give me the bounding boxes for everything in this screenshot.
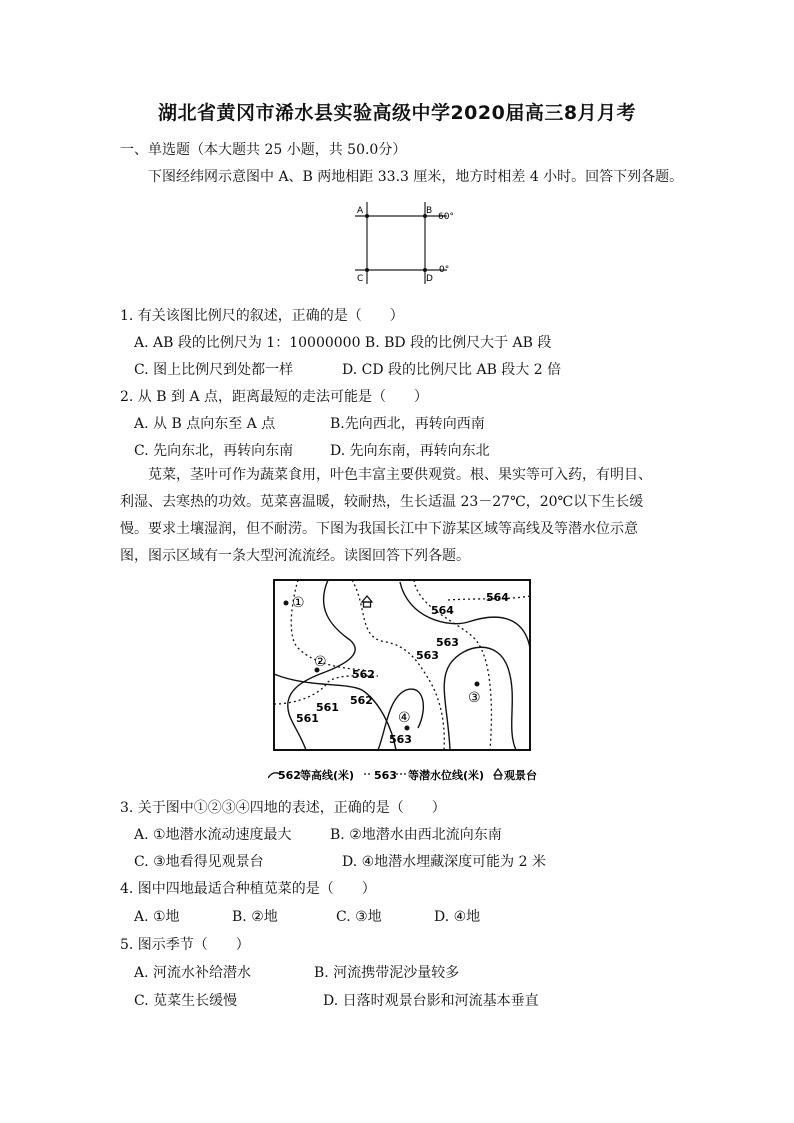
passage-amaranth: 苋菜，茎叶可作为蔬菜食用，叶色丰富主要供观赏。根、果实等可入药，有明目、利湿、去寒热的功效。苋菜喜温暖，较耐热，生长适温 23－27℃，20℃以下生长缓慢。要求土壤湿润，但不耐涝。下图为我国长江中下游某区域等高线及等潜水位示意图，图示区域有一条大型河流流经。读图回答下列各题。 (120, 467, 652, 564)
q4-option-d: D. ④地 (434, 909, 481, 925)
label-c: C (357, 274, 364, 284)
intro-text: 下图经纬网示意图中 A、B 两地相距 33.3 厘米，地方时相差 4 小时。回答下列各题。 (148, 169, 684, 185)
point-1-label: ① (292, 595, 305, 611)
q4-option-b: B. ②地 (232, 909, 278, 925)
map-legend (268, 768, 537, 782)
q3-option-d: D. ④地潜水埋藏深度可能为 2 米 (342, 854, 546, 870)
point-3-label: ③ (468, 690, 481, 706)
q3-option-a: A. ①地潜水流动速度最大 (134, 827, 292, 843)
point-c (365, 268, 369, 272)
q1-option-c: C. 图上比例尺到处都一样 (134, 362, 294, 378)
legend-contour-value: 562 (278, 769, 301, 782)
label-lat-60: 60° (438, 212, 454, 222)
label-d: D (426, 274, 433, 284)
point-4-dot (405, 726, 410, 731)
label-562b: 562 (350, 694, 373, 707)
label-563b: 563 (416, 649, 439, 662)
label-lat-0: 0° (439, 265, 450, 275)
label-a: A (357, 206, 364, 216)
q4-stem: 4. 图中四地最适合种植苋菜的是（ ） (120, 881, 376, 897)
label-564b: 564 (431, 604, 454, 617)
legend-lookout-icon (494, 769, 502, 775)
label-561a: 561 (316, 701, 339, 714)
section-heading: 一、单选题（本大题共 25 小题，共 50.0分） (120, 142, 407, 158)
q1-option-d: D. CD 段的比例尺比 AB 段大 2 倍 (342, 362, 562, 378)
legend-lookout-label: 观景台 (504, 769, 537, 782)
point-1-dot (284, 601, 289, 606)
q1-stem: 1. 有关该图比例尺的叙述，正确的是（ ） (120, 308, 404, 324)
label-563a: 563 (436, 636, 459, 649)
q5-option-c: C. 苋菜生长缓慢 (134, 993, 238, 1009)
q2-stem: 2. 从 B 到 A 点，距离最短的走法可能是（ ） (120, 389, 429, 405)
q5-option-a: A. 河流水补给潜水 (134, 965, 252, 981)
q3-option-b: B. ②地潜水由西北流向东南 (330, 827, 502, 843)
q2-option-b: B.先向西北，再转向西南 (330, 416, 485, 432)
label-563c: 563 (389, 733, 412, 746)
label-561b: 561 (296, 712, 319, 725)
lookout-icon (362, 596, 372, 607)
q4-option-c: C. ③地 (336, 909, 382, 925)
label-562a: 562 (352, 668, 375, 681)
point-a (365, 214, 369, 218)
q5-option-b: B. 河流携带泥沙量较多 (314, 965, 460, 981)
q3-option-c: C. ③地看得见观景台 (134, 854, 264, 870)
q4-option-a: A. ①地 (134, 909, 180, 925)
q2-option-c: C. 先向东北，再转向东南 (134, 443, 294, 459)
point-3-dot (475, 682, 480, 687)
point-4-label: ④ (398, 710, 411, 726)
legend-contour-label: 等高线(米) (300, 769, 355, 782)
q2-option-a: A. 从 B 点向东至 A 点 (134, 416, 276, 432)
q5-option-d: D. 日落时观景台影和河流基本垂直 (323, 993, 539, 1009)
q2-option-d: D. 先向东南，再转向东北 (330, 443, 490, 459)
q3-stem: 3. 关于图中①②③④四地的表述，正确的是（ ） (120, 800, 446, 816)
page-title: 湖北省黄冈市浠水县实验高级中学2020届高三8月月考 (157, 102, 637, 124)
q1-options-ab: A. AB 段的比例尺为 1：10000000 B. BD 段的比例尺大于 AB 段 (134, 335, 552, 351)
water-line-562 (291, 580, 364, 670)
legend-water-value: 563 (374, 769, 397, 782)
label-b: B (426, 206, 433, 216)
contour-map (268, 578, 558, 783)
q5-stem: 5. 图示季节（ ） (120, 937, 250, 953)
label-564a: 564 (486, 591, 509, 604)
point-d (423, 268, 427, 272)
contour-line-564 (400, 582, 530, 648)
graticule-figure (335, 196, 465, 288)
point-2-label: ② (314, 654, 327, 670)
legend-water-label: 等潜水位线(米) (408, 769, 485, 782)
